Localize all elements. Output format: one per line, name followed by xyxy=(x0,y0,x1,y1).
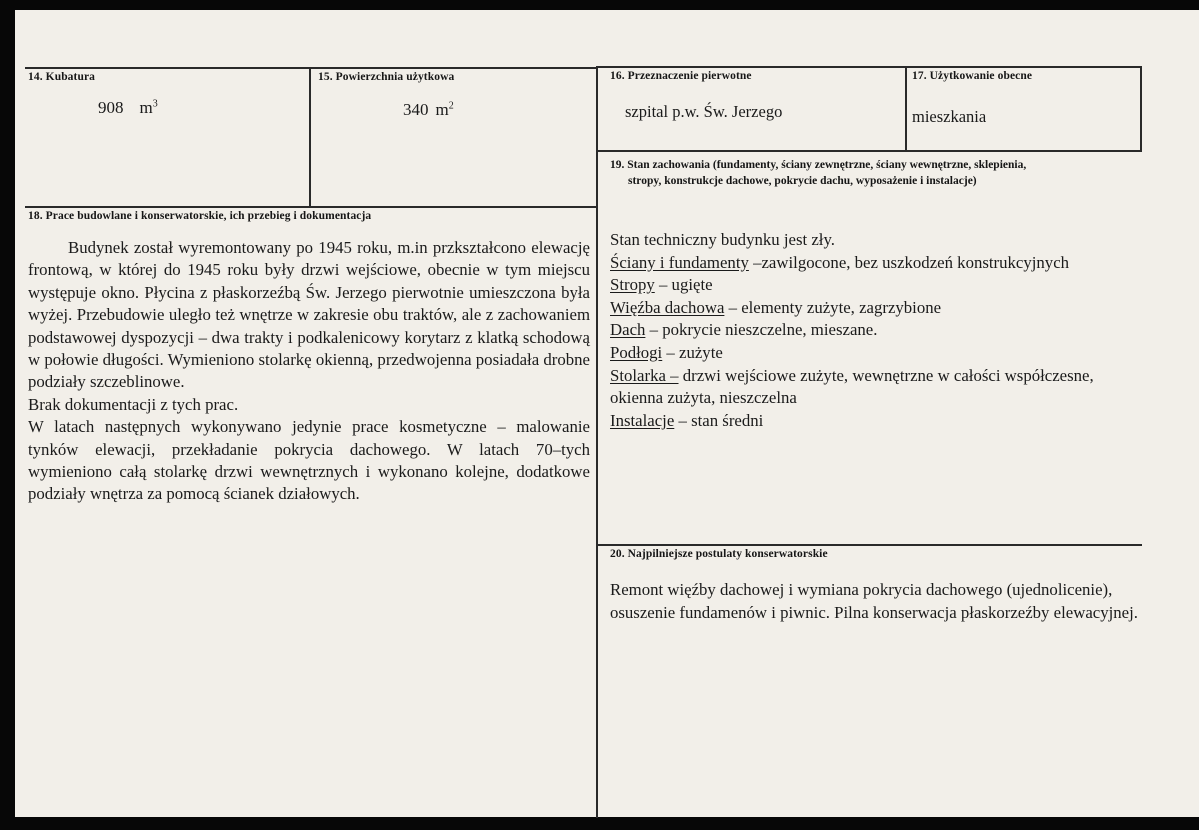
condition-desc: – stan średni xyxy=(674,410,764,430)
field-19-content xyxy=(610,229,1150,432)
condition-desc: drzwi wejściowe zużyte, wewnętrzne w całości współczesne, okienna zużyta, nieszczelna xyxy=(610,365,1094,408)
field-14-value xyxy=(98,98,158,118)
rule-divider-16-17 xyxy=(905,66,907,152)
field-17-label: 17. Użytkowanie obecne xyxy=(912,70,1033,82)
field-15-number: 340 xyxy=(403,100,429,119)
rule-above-18 xyxy=(25,206,596,208)
field-14-unit xyxy=(140,98,158,117)
field-16-label: 16. Przeznaczenie pierwotne xyxy=(610,70,752,82)
works-paragraph-1: Budynek został wyremontowany po 1945 roku, m.in przkształcono elewację frontową, w której do 1945 roku były drzwi wejściowe, obecnie w tym miejscu występuje okno. Płycina z płaskorzeźbą Św. Jerzego pierwotnie umieszczona była wyżej. Przebudowie uległo też wnętrze w zakresie obu traktów, ale z zachowaniem podstawowej dyspozycji – dwa trakty i podkalenicowy korytarz z klatką schodową w połowie długości. Wymieniono stolarkę okienną, przedwojenna posiadała drobne podziały szczeblinowe. xyxy=(28,238,590,392)
condition-term: Podłogi xyxy=(610,342,663,362)
field-17-value: mieszkania xyxy=(912,107,987,126)
scan-edge-bottom xyxy=(0,817,1199,830)
field-14-unit-base: m xyxy=(139,98,153,117)
field-19-label-line1: 19. Stan zachowania (fundamenty, ściany zewnętrzne, ściany wewnętrzne, sklepienia, xyxy=(610,159,1027,171)
field-20-label: 20. Najpilniejsze postulaty konserwatorskie xyxy=(610,548,828,560)
condition-item-roof xyxy=(610,319,1150,342)
condition-item-installations xyxy=(610,410,1150,433)
field-15-unit-sup: 2 xyxy=(448,100,454,112)
condition-item-walls xyxy=(610,252,1150,275)
scan-edge-left xyxy=(0,0,15,830)
field-18-label: 18. Prace budowlane i konserwatorskie, ich przebieg i dokumentacja xyxy=(28,210,372,222)
condition-term: Dach xyxy=(610,320,646,340)
field-19-label xyxy=(610,157,1142,189)
rule-right-border xyxy=(1140,66,1142,152)
condition-item-joinery xyxy=(610,365,1150,410)
condition-intro: Stan techniczny budynku jest zły. xyxy=(610,230,835,249)
condition-desc: – pokrycie nieszczelne, mieszane. xyxy=(645,320,878,340)
condition-item-roof-truss xyxy=(610,297,1150,320)
rule-top-right xyxy=(597,66,1142,68)
condition-term: Stolarka – xyxy=(610,365,679,385)
condition-item-floors xyxy=(610,342,1150,365)
condition-desc: – ugięte xyxy=(654,275,713,295)
condition-term: Stropy xyxy=(610,275,655,295)
field-14-number: 908 xyxy=(98,98,124,117)
field-14-unit-sup: 3 xyxy=(152,98,158,110)
rule-center-vertical xyxy=(596,66,598,818)
condition-desc: –zawilgocone, bez uszkodzeń konstrukcyjnych xyxy=(748,252,1070,272)
condition-item-ceilings xyxy=(610,274,1150,297)
condition-desc: – zużyte xyxy=(662,342,723,362)
rule-divider-14-15 xyxy=(309,67,311,208)
rule-above-20 xyxy=(597,544,1142,546)
field-15-unit-base: m xyxy=(435,100,449,119)
field-18-content xyxy=(28,237,590,506)
works-paragraph-2: Brak dokumentacji z tych prac. xyxy=(28,394,239,414)
condition-term: Więźba dachowa xyxy=(610,297,725,317)
field-15-label: 15. Powierzchnia użytkowa xyxy=(318,71,455,83)
field-19-label-line2: stropy, konstrukcje dachowe, pokrycie dachu, wyposażenie i instalacje) xyxy=(628,175,977,187)
field-14-label: 14. Kubatura xyxy=(28,71,96,83)
field-15-unit xyxy=(436,100,454,119)
field-15-value xyxy=(403,100,454,120)
field-16-value: szpital p.w. Św. Jerzego xyxy=(625,102,783,121)
condition-desc: – elementy zużyte, zagrzybione xyxy=(724,297,942,317)
condition-term: Instalacje xyxy=(610,410,675,430)
rule-above-19 xyxy=(597,150,1142,152)
works-paragraph-3: W latach następnych wykonywano jedynie prace kosmetyczne – malowanie tynków elewacji, przekładanie pokrycia dachowego. W latach 70–tych wymieniono całą stolarkę drzwi wewnętrznych i wykonano kolejne, dodatkowe podziały wnętrza za pomocą ścianek działowych. xyxy=(28,417,590,504)
condition-term: Ściany i fundamenty xyxy=(610,252,749,272)
scan-edge-top xyxy=(0,0,1199,10)
field-20-content: Remont więźby dachowej i wymiana pokrycia dachowego (ujednolicenie), osuszenie fundamenów i piwnic. Pilna konserwacja płaskorzeźby elewacyjnej. xyxy=(610,580,1138,622)
